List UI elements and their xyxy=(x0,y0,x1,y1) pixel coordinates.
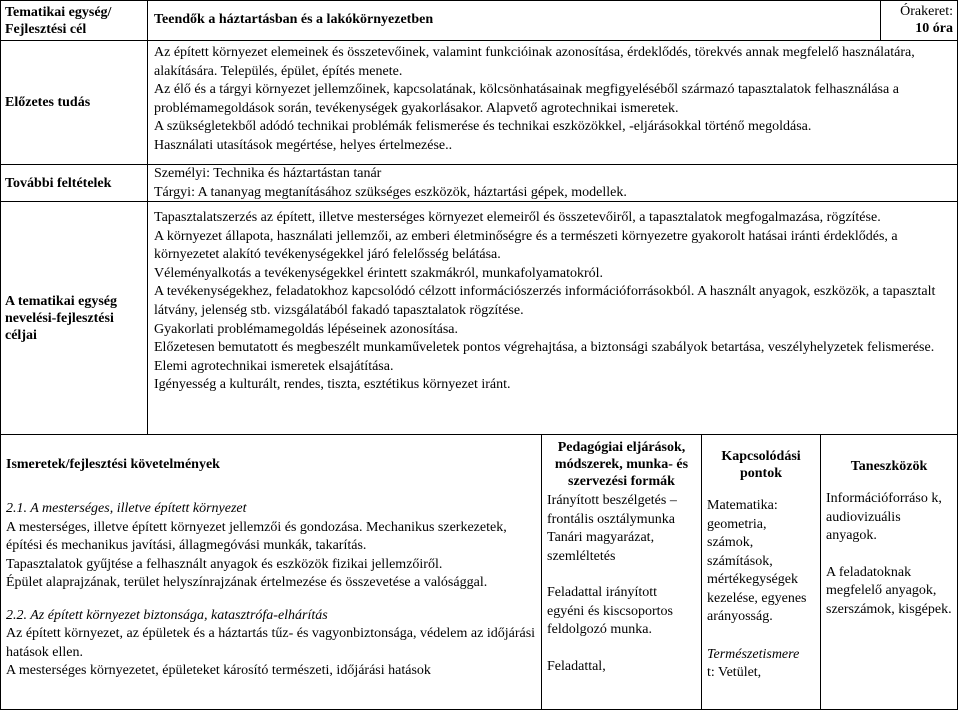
further-content xyxy=(147,164,958,202)
prior-content xyxy=(147,40,958,165)
further-label-cell xyxy=(0,164,148,202)
tools-block: Információforrásо k, audiovizuális anyagok. xyxy=(826,491,942,543)
prior-line: A szükségletekből adódó technikai problémák felismerése és technikai eszközökkel, -eljárásokkal történő megoldása. xyxy=(154,119,812,134)
tools-block: A feladatoknak megfelelő anyagok, szerszámok, kisgépek. xyxy=(826,564,952,617)
goals-line: Előzetesen bemutatott és megbeszélt munkaműveletek pontos végrehajtása, a biztonsági szabályok betartása, veszélyhelyzetek felismerése. xyxy=(154,340,935,356)
methods-header: Pedagógiai eljárások, módszerek, munka- és szervezési formák xyxy=(554,440,689,489)
prior-label-cell xyxy=(0,40,148,165)
unit-label: Tematikai egység/ Fejlesztési cél xyxy=(5,5,112,37)
goals-label-cell xyxy=(0,201,148,435)
methods-column xyxy=(541,434,702,710)
hours-label: Órakeret: xyxy=(900,4,953,19)
further-label: További feltételek xyxy=(5,175,112,191)
goals-line: Véleményalkotás a tevékenységekkel érintett szakmákról, munkafolyamatokról. xyxy=(154,265,604,281)
unit-title-cell xyxy=(147,0,881,41)
hours-cell xyxy=(880,0,958,41)
goals-label: A tematikai egység nevelési-fejlesztési céljai xyxy=(5,293,117,343)
methods-block: Irányított beszélgetés – frontális osztálymunka Tanári magyarázat, szemléltetés xyxy=(547,493,677,564)
knowledge-header: Ismeretek/fejlesztési követelmények xyxy=(6,457,220,472)
links-block: Matematika: geometria, számok, számítások, mértékegységek kezelése, egyenes arányosság. xyxy=(707,498,807,624)
section2-line: A mesterséges környezetet, épületeket károsító természeti, időjárási hatások xyxy=(6,663,431,678)
methods-block: Feladattal irányított egyéni és kiscsoportos feldolgozó munka. xyxy=(547,585,673,637)
unit-title: Teendők a háztartásban és a lakókörnyezetben xyxy=(154,12,434,28)
goals-content xyxy=(147,201,958,435)
further-line: Személyi: Technika és háztartástan tanár xyxy=(154,166,382,181)
links-block: Természetismere xyxy=(707,646,800,662)
goals-line: Elemi agrotechnikai ismeretek elsajátítása. xyxy=(154,358,394,374)
links-block: t: Vetület, xyxy=(707,665,762,680)
prior-line: Használati utasítások megértése, helyes értelmezése.. xyxy=(154,137,453,153)
goals-line: Tapasztalatszerzés az épített, illetve mesterséges környezet elemeiről és összetevőiről, a tapasztalatok megfogalmazása, rögzítése. xyxy=(154,210,881,225)
prior-line: Az épített környezet elemeinek és összetevőinek, valamint funkcióinak azonosítása, érdeklődés, törekvés annak megfelelő használatára, alakítására. Település, épület, építés menete. xyxy=(154,45,915,79)
unit-label-cell xyxy=(0,0,148,41)
section2-line: Az épített környezet, az épületek és a háztartás tűz- és vagyonbiztonsága, védelem az időjárási hatások ellen. xyxy=(6,626,536,660)
goals-line: Gyakorlati problémamegoldás lépéseinek azonosítása. xyxy=(154,321,459,337)
goals-line: A környezet állapota, használati jellemzői, az emberi életminőségre és a természeti környezetre gyakorolt hatásai iránti érdeklődés, a környezetet alakító tevékenységekkel járó felelősség belátása. xyxy=(154,228,898,263)
prior-line: Az élő és a tárgyi környezet jellemzőinek, kapcsolatának, kölcsönhatásainak megfigyeléséből származó tapasztalatok felhasználása a problémamegoldások során, tevékenységek gyakorlásakor. Alapvető agrotechnikai ismeretek. xyxy=(154,82,899,116)
methods-block: Feladattal, xyxy=(547,658,606,674)
knowledge-column xyxy=(0,434,542,710)
section1-line: A mesterséges, illetve épített környezet jellemzői és gondozása. Mechanikus szerkezetek, építési és mechanikus javítási, állagmegóvási munkák, takarítás. xyxy=(6,519,507,553)
goals-line: Igényesség a kulturált, rendes, tiszta, esztétikus környezet iránt. xyxy=(154,377,511,393)
section2-title: 2.2. Az épített környezet biztonsága, katasztrófa-elhárítás xyxy=(6,607,328,623)
tools-column xyxy=(820,434,958,710)
hours-value: 10 óra xyxy=(915,21,953,36)
links-header: Kapcsolódási pontok xyxy=(721,449,801,481)
section1-line: Épület alaprajzának, terület helyszínrajzának értelmezése és összevetése a valósággal. xyxy=(6,575,488,590)
further-line: Tárgyi: A tananyag megtanításához szükséges eszközök, háztartási gépek, modellek. xyxy=(154,184,627,200)
tools-header: Taneszközök xyxy=(850,459,928,474)
goals-line: A tevékenységekhez, feladatokhoz kapcsolódó célzott információszerzés információforrásokból. A használt anyagok, eszközök, a tapasztalt látvány, jelenség stb. vizsgálatából fakadó tapasztalatok rögzítése. xyxy=(154,284,936,318)
section1-title: 2.1. A mesterséges, illetve épített környezet xyxy=(6,501,247,516)
section1-line: Tapasztalatok gyűjtése a felhasznált anyagok és eszközök fizikai jellemzőiről. xyxy=(6,556,443,572)
links-column xyxy=(701,434,821,710)
prior-label: Előzetes tudás xyxy=(5,95,91,110)
